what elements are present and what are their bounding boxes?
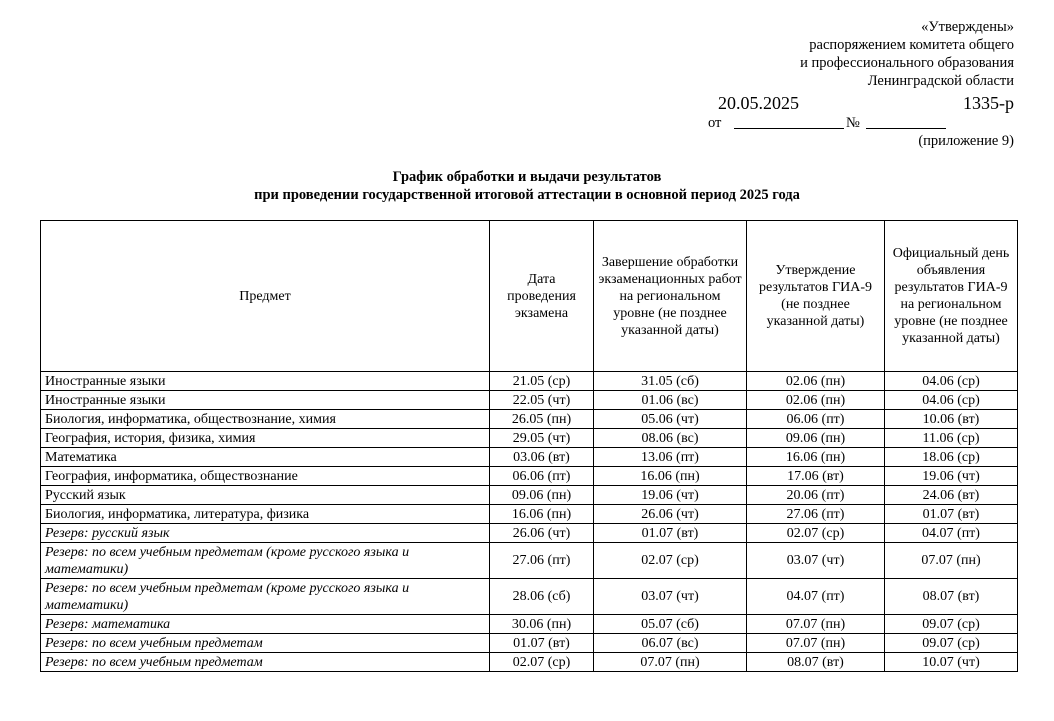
announcement-cell: 04.07 (пт): [885, 524, 1018, 543]
subject-cell: Иностранные языки: [41, 391, 490, 410]
table-row: [41, 543, 1018, 579]
table-header-row: [41, 221, 1018, 372]
announcement-cell: 08.07 (вт): [885, 579, 1018, 615]
exam-date-cell: 22.05 (чт): [490, 391, 594, 410]
processing-cell: 06.07 (вс): [594, 634, 747, 653]
announcement-cell: 01.07 (вт): [885, 505, 1018, 524]
announcement-cell: 10.06 (вт): [885, 410, 1018, 429]
title-line-2: при проведении государственной итоговой аттестации в основной период 2025 года: [254, 187, 800, 203]
processing-cell: 05.07 (сб): [594, 615, 747, 634]
announcement-cell: 11.06 (ср): [885, 429, 1018, 448]
processing-cell: 31.05 (сб): [594, 372, 747, 391]
processing-cell: 01.07 (вт): [594, 524, 747, 543]
announcement-cell: 24.06 (вт): [885, 486, 1018, 505]
announcement-cell: 04.06 (ср): [885, 372, 1018, 391]
subject-cell: География, история, физика, химия: [41, 429, 490, 448]
announcement-cell: 07.07 (пн): [885, 543, 1018, 579]
approval-cell: 03.07 (чт): [747, 543, 885, 579]
table-row: [41, 391, 1018, 410]
approval-line-2: распоряжением комитета общего: [809, 37, 1014, 53]
table-row: [41, 505, 1018, 524]
exam-date-cell: 29.05 (чт): [490, 429, 594, 448]
announcement-cell: 18.06 (ср): [885, 448, 1018, 467]
processing-cell: 19.06 (чт): [594, 486, 747, 505]
announcement-cell: 10.07 (чт): [885, 653, 1018, 672]
table-row: [41, 410, 1018, 429]
header-approval: Утверждение результатов ГИА-9 (не позднее указанной даты): [747, 221, 885, 372]
approval-cell: 02.07 (ср): [747, 524, 885, 543]
title-line-1: График обработки и выдачи результатов: [392, 169, 662, 185]
exam-date-cell: 06.06 (пт): [490, 467, 594, 486]
approval-date-row: [694, 92, 1014, 114]
subject-cell: Резерв: по всем учебным предметам: [41, 653, 490, 672]
subject-cell: Математика: [41, 448, 490, 467]
table-row: [41, 634, 1018, 653]
header-exam-date: Дата проведения экзамена: [490, 221, 594, 372]
subject-cell: Биология, информатика, литература, физика: [41, 505, 490, 524]
approval-cell: 09.06 (пн): [747, 429, 885, 448]
approval-sign-row: [694, 114, 1014, 132]
table-row: [41, 653, 1018, 672]
announcement-cell: 09.07 (ср): [885, 634, 1018, 653]
exam-date-cell: 26.06 (чт): [490, 524, 594, 543]
approval-line-3: и профессионального образования: [800, 55, 1014, 71]
table-row: [41, 579, 1018, 615]
processing-cell: 16.06 (пн): [594, 467, 747, 486]
exam-date-cell: 16.06 (пн): [490, 505, 594, 524]
table-row: [41, 524, 1018, 543]
announcement-cell: 04.06 (ср): [885, 391, 1018, 410]
announcement-cell: 19.06 (чт): [885, 467, 1018, 486]
subject-cell: Русский язык: [41, 486, 490, 505]
exam-date-cell: 02.07 (ср): [490, 653, 594, 672]
header-subject: Предмет: [41, 221, 490, 372]
exam-date-cell: 01.07 (вт): [490, 634, 594, 653]
processing-cell: 02.07 (ср): [594, 543, 747, 579]
appendix-label: (приложение 9): [918, 133, 1014, 149]
announcement-cell: 09.07 (ср): [885, 615, 1018, 634]
subject-cell: Резерв: математика: [41, 615, 490, 634]
exam-date-cell: 28.06 (сб): [490, 579, 594, 615]
approval-line-4: Ленинградской области: [867, 73, 1014, 89]
subject-cell: Резерв: русский язык: [41, 524, 490, 543]
subject-cell: Биология, информатика, обществознание, химия: [41, 410, 490, 429]
approval-block: [694, 18, 1014, 150]
approval-cell: 07.07 (пн): [747, 634, 885, 653]
processing-cell: 13.06 (пт): [594, 448, 747, 467]
approval-cell: 06.06 (пт): [747, 410, 885, 429]
number-underline: [866, 128, 946, 129]
table-row: [41, 372, 1018, 391]
approval-cell: 02.06 (пн): [747, 372, 885, 391]
schedule-table: [40, 220, 1018, 672]
exam-date-cell: 09.06 (пн): [490, 486, 594, 505]
subject-cell: Резерв: по всем учебным предметам (кроме русского языка и математики): [41, 579, 490, 615]
table-row: [41, 429, 1018, 448]
table-row: [41, 448, 1018, 467]
processing-cell: 26.06 (чт): [594, 505, 747, 524]
subject-cell: Иностранные языки: [41, 372, 490, 391]
approval-number: 1335-р: [963, 93, 1014, 113]
exam-date-cell: 03.06 (вт): [490, 448, 594, 467]
subject-cell: Резерв: по всем учебным предметам: [41, 634, 490, 653]
header-announcement: Официальный день объявления результатов ГИА-9 на региональном уровне (не позднее указанной даты): [885, 221, 1018, 372]
approval-cell: 20.06 (пт): [747, 486, 885, 505]
table-row: [41, 486, 1018, 505]
exam-date-cell: 30.06 (пн): [490, 615, 594, 634]
processing-cell: 07.07 (пн): [594, 653, 747, 672]
approval-cell: 02.06 (пн): [747, 391, 885, 410]
processing-cell: 05.06 (чт): [594, 410, 747, 429]
approval-cell: 17.06 (вт): [747, 467, 885, 486]
subject-cell: География, информатика, обществознание: [41, 467, 490, 486]
exam-date-cell: 27.06 (пт): [490, 543, 594, 579]
header-processing: Завершение обработки экзаменационных работ на региональном уровне (не позднее указанной даты): [594, 221, 747, 372]
approval-cell: 16.06 (пн): [747, 448, 885, 467]
exam-date-cell: 26.05 (пн): [490, 410, 594, 429]
processing-cell: 01.06 (вс): [594, 391, 747, 410]
table-row: [41, 467, 1018, 486]
processing-cell: 08.06 (вс): [594, 429, 747, 448]
from-label: от: [708, 115, 722, 131]
approval-cell: 08.07 (вт): [747, 653, 885, 672]
approval-cell: 27.06 (пт): [747, 505, 885, 524]
table-row: [41, 615, 1018, 634]
approval-date: 20.05.2025: [718, 93, 799, 113]
number-label: №: [846, 115, 860, 131]
approval-heading: «Утверждены»: [921, 19, 1014, 35]
date-underline: [734, 128, 844, 129]
processing-cell: 03.07 (чт): [594, 579, 747, 615]
approval-cell: 07.07 (пн): [747, 615, 885, 634]
document-title: [0, 168, 1054, 204]
approval-cell: 04.07 (пт): [747, 579, 885, 615]
subject-cell: Резерв: по всем учебным предметам (кроме русского языка и математики): [41, 543, 490, 579]
exam-date-cell: 21.05 (ср): [490, 372, 594, 391]
